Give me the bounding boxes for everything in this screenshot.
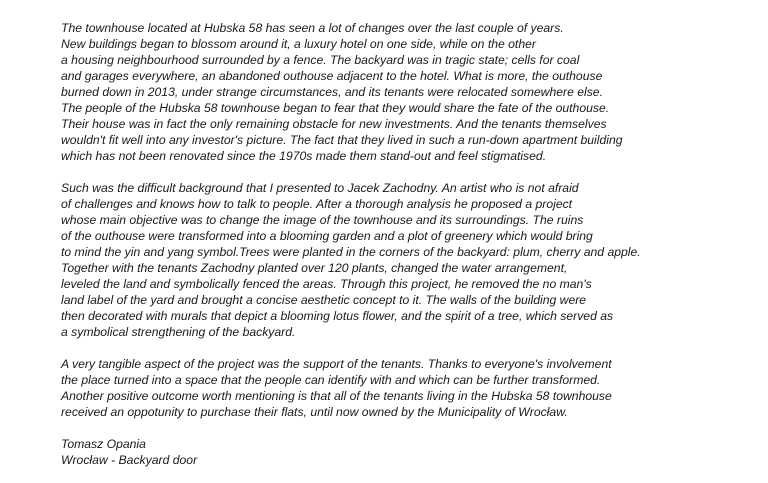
- text-line: Another positive outcome worth mentioning is that all of the tenants living in the Hubska 58 townhouse: [61, 389, 612, 403]
- project-title: Wrocław - Backyard door: [61, 453, 198, 467]
- paragraph-2: [61, 180, 761, 340]
- text-line: of challenges and knows how to talk to people. After a thorough analysis he proposed a project: [61, 197, 573, 211]
- text-line: received an oppotunity to purchase their flats, until now owned by the Municipality of Wrocław.: [61, 405, 568, 419]
- text-line: a housing neighbourhood surrounded by a fence. The backyard was in tragic state; cells for coal: [61, 53, 580, 67]
- text-line: a symbolical strengthening of the backyard.: [61, 325, 296, 339]
- text-line: whose main objective was to change the image of the townhouse and its surroundings. The ruins: [61, 213, 584, 227]
- text-line: of the outhouse were transformed into a blooming garden and a plot of greenery which would bring: [61, 229, 593, 243]
- signature-block: [61, 436, 761, 468]
- text-line: land label of the yard and brought a concise aesthetic concept to it. The walls of the building were: [61, 293, 587, 307]
- paragraph-1: [61, 20, 761, 164]
- text-line: The townhouse located at Hubska 58 has seen a lot of changes over the last couple of years.: [61, 21, 564, 35]
- text-line: New buildings began to blossom around it, a luxury hotel on one side, while on the other: [61, 37, 536, 51]
- article-text: [61, 20, 761, 468]
- text-line: which has not been renovated since the 1970s made them stand-out and feel stigmatised.: [61, 149, 547, 163]
- text-line: Such was the difficult background that I presented to Jacek Zachodny. An artist who is not afraid: [61, 181, 579, 195]
- text-line: A very tangible aspect of the project was the support of the tenants. Thanks to everyone's involvement: [61, 357, 612, 371]
- text-line: and garages everywhere, an abandoned outhouse adjacent to the hotel. What is more, the outhouse: [61, 69, 603, 83]
- text-line: wouldn't fit well into any investor's picture. The fact that they lived in such a run-down apartment building: [61, 133, 623, 147]
- text-line: then decorated with murals that depict a blooming lotus flower, and the spirit of a tree, which served as: [61, 309, 614, 323]
- text-line: the place turned into a space that the people can identify with and which can be further transformed.: [61, 373, 601, 387]
- text-line: burned down in 2013, under strange circumstances, and its tenants were relocated somewhere else.: [61, 85, 603, 99]
- author-name: Tomasz Opania: [61, 437, 146, 451]
- text-line: to mind the yin and yang symbol.Trees were planted in the corners of the backyard: plum, cherry and apple.: [61, 245, 641, 259]
- text-line: Together with the tenants Zachodny planted over 120 plants, changed the water arrangement,: [61, 261, 568, 275]
- text-line: Their house was in fact the only remaining obstacle for new investments. And the tenants themselves: [61, 117, 607, 131]
- text-line: The people of the Hubska 58 townhouse began to fear that they would share the fate of the outhouse.: [61, 101, 610, 115]
- paragraph-3: [61, 356, 761, 420]
- text-line: leveled the land and symbolically fenced the areas. Through this project, he removed the no man's: [61, 277, 592, 291]
